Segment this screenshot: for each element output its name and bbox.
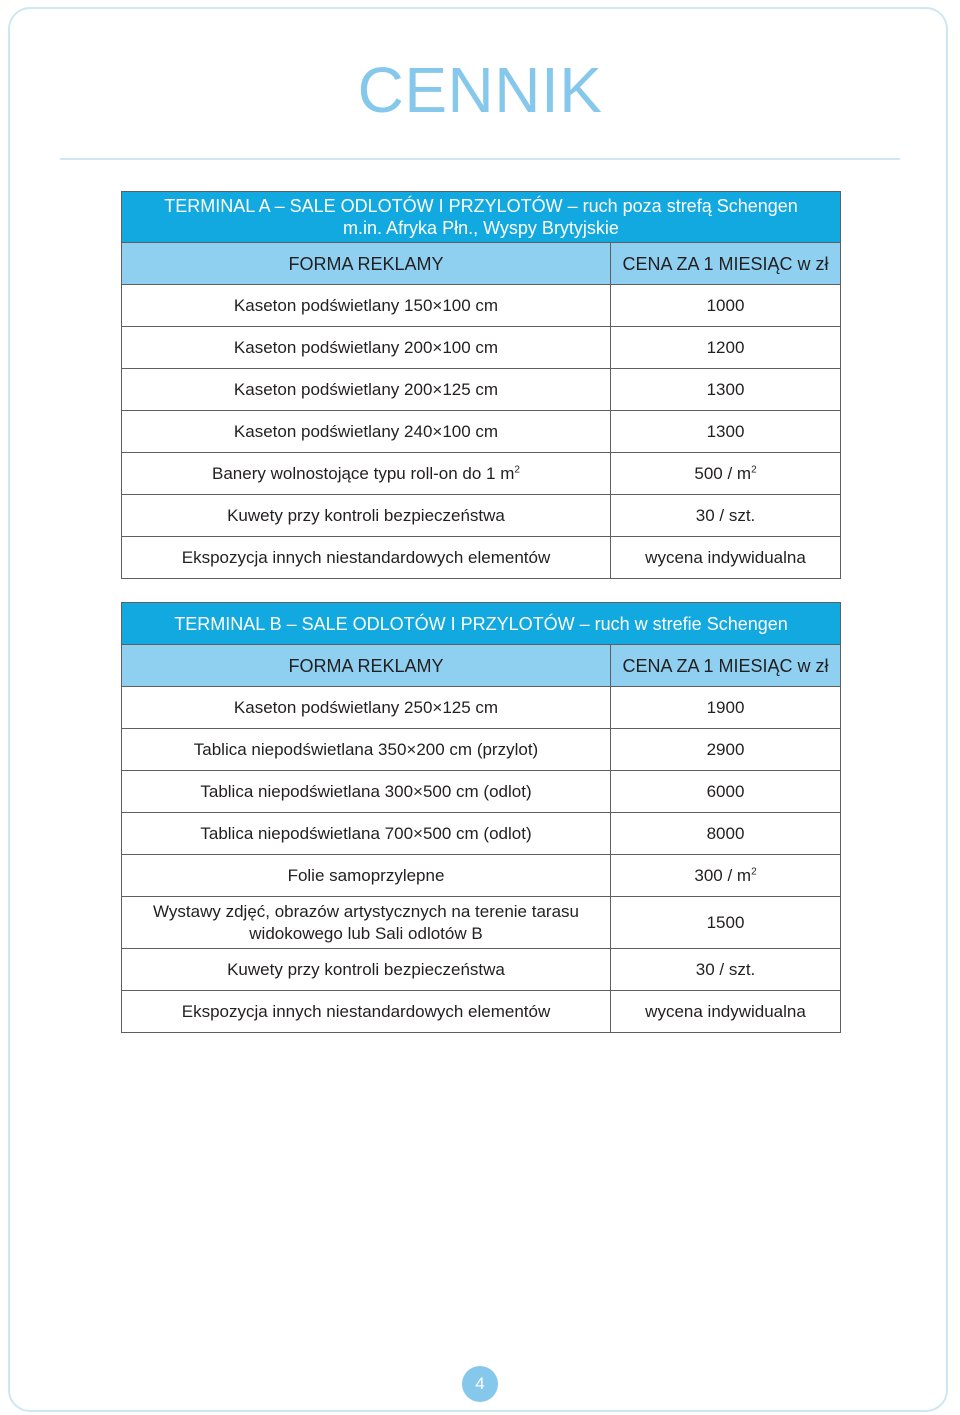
page-number-badge: 4 bbox=[462, 1366, 498, 1402]
table-row bbox=[122, 855, 841, 897]
ad-form-cell: Kuwety przy kontroli bezpieczeństwa bbox=[122, 495, 611, 537]
price-cell: wycena indywidualna bbox=[611, 537, 841, 579]
table-row bbox=[122, 411, 841, 453]
ad-form-cell: Wystawy zdjęć, obrazów artystycznych na terenie tarasu widokowego lub Sali odlotów B bbox=[122, 897, 611, 949]
price-cell: wycena indywidualna bbox=[611, 991, 841, 1033]
price-cell bbox=[611, 855, 841, 897]
price-cell: 1500 bbox=[611, 897, 841, 949]
table-caption: TERMINAL B – SALE ODLOTÓW I PRZYLOTÓW – ruch w strefie Schengen bbox=[122, 603, 841, 645]
page-title: CENNIK bbox=[357, 54, 603, 126]
ad-form-cell: Kaseton podświetlany 200×125 cm bbox=[122, 369, 611, 411]
price-cell: 1300 bbox=[611, 411, 841, 453]
table-row bbox=[122, 729, 841, 771]
column-header-price: CENA ZA 1 MIESIĄC w zł bbox=[611, 645, 841, 687]
superscript: 2 bbox=[514, 463, 520, 475]
price-cell: 30 / szt. bbox=[611, 949, 841, 991]
price-cell: 1900 bbox=[611, 687, 841, 729]
table-row bbox=[122, 537, 841, 579]
ad-form-cell: Ekspozycja innych niestandardowych elementów bbox=[122, 537, 611, 579]
ad-form-text: Banery wolnostojące typu roll-on do 1 m bbox=[212, 463, 515, 483]
column-header-price: CENA ZA 1 MIESIĄC w zł bbox=[611, 243, 841, 285]
ad-form-cell: Folie samoprzylepne bbox=[122, 855, 611, 897]
price-cell: 1000 bbox=[611, 285, 841, 327]
ad-form-cell bbox=[122, 453, 611, 495]
price-cell: 6000 bbox=[611, 771, 841, 813]
ad-form-cell: Kaseton podświetlany 150×100 cm bbox=[122, 285, 611, 327]
price-cell: 30 / szt. bbox=[611, 495, 841, 537]
ad-form-cell: Kuwety przy kontroli bezpieczeństwa bbox=[122, 949, 611, 991]
price-table-terminal-b bbox=[121, 602, 841, 1033]
ad-form-cell: Ekspozycja innych niestandardowych elementów bbox=[122, 991, 611, 1033]
table-row bbox=[122, 495, 841, 537]
price-cell: 8000 bbox=[611, 813, 841, 855]
ad-form-cell: Kaseton podświetlany 200×100 cm bbox=[122, 327, 611, 369]
price-cell: 2900 bbox=[611, 729, 841, 771]
table-caption bbox=[122, 192, 841, 243]
column-header-ad-form: FORMA REKLAMY bbox=[122, 645, 611, 687]
ad-form-cell: Kaseton podświetlany 250×125 cm bbox=[122, 687, 611, 729]
ad-form-cell: Kaseton podświetlany 240×100 cm bbox=[122, 411, 611, 453]
caption-line-2: m.in. Afryka Płn., Wyspy Brytyjskie bbox=[343, 218, 619, 238]
ad-form-cell: Tablica niepodświetlana 350×200 cm (przylot) bbox=[122, 729, 611, 771]
price-cell: 1200 bbox=[611, 327, 841, 369]
superscript: 2 bbox=[751, 865, 757, 877]
caption-line-1: TERMINAL A – SALE ODLOTÓW I PRZYLOTÓW – ruch poza strefą Schengen bbox=[164, 196, 798, 216]
table-row bbox=[122, 285, 841, 327]
table-row bbox=[122, 949, 841, 991]
table-row bbox=[122, 453, 841, 495]
price-cell bbox=[611, 453, 841, 495]
ad-form-cell: Tablica niepodświetlana 300×500 cm (odlot) bbox=[122, 771, 611, 813]
table-row bbox=[122, 687, 841, 729]
price-table-terminal-a bbox=[121, 191, 841, 579]
ad-form-cell: Tablica niepodświetlana 700×500 cm (odlot) bbox=[122, 813, 611, 855]
price-cell: 1300 bbox=[611, 369, 841, 411]
table-row bbox=[122, 771, 841, 813]
table-row bbox=[122, 897, 841, 949]
column-header-ad-form: FORMA REKLAMY bbox=[122, 243, 611, 285]
table-row bbox=[122, 327, 841, 369]
table-row bbox=[122, 991, 841, 1033]
title-divider bbox=[60, 158, 900, 160]
table-row bbox=[122, 369, 841, 411]
price-text: 500 / m bbox=[694, 463, 752, 483]
superscript: 2 bbox=[751, 463, 757, 475]
table-row bbox=[122, 813, 841, 855]
price-text: 300 / m bbox=[694, 865, 752, 885]
